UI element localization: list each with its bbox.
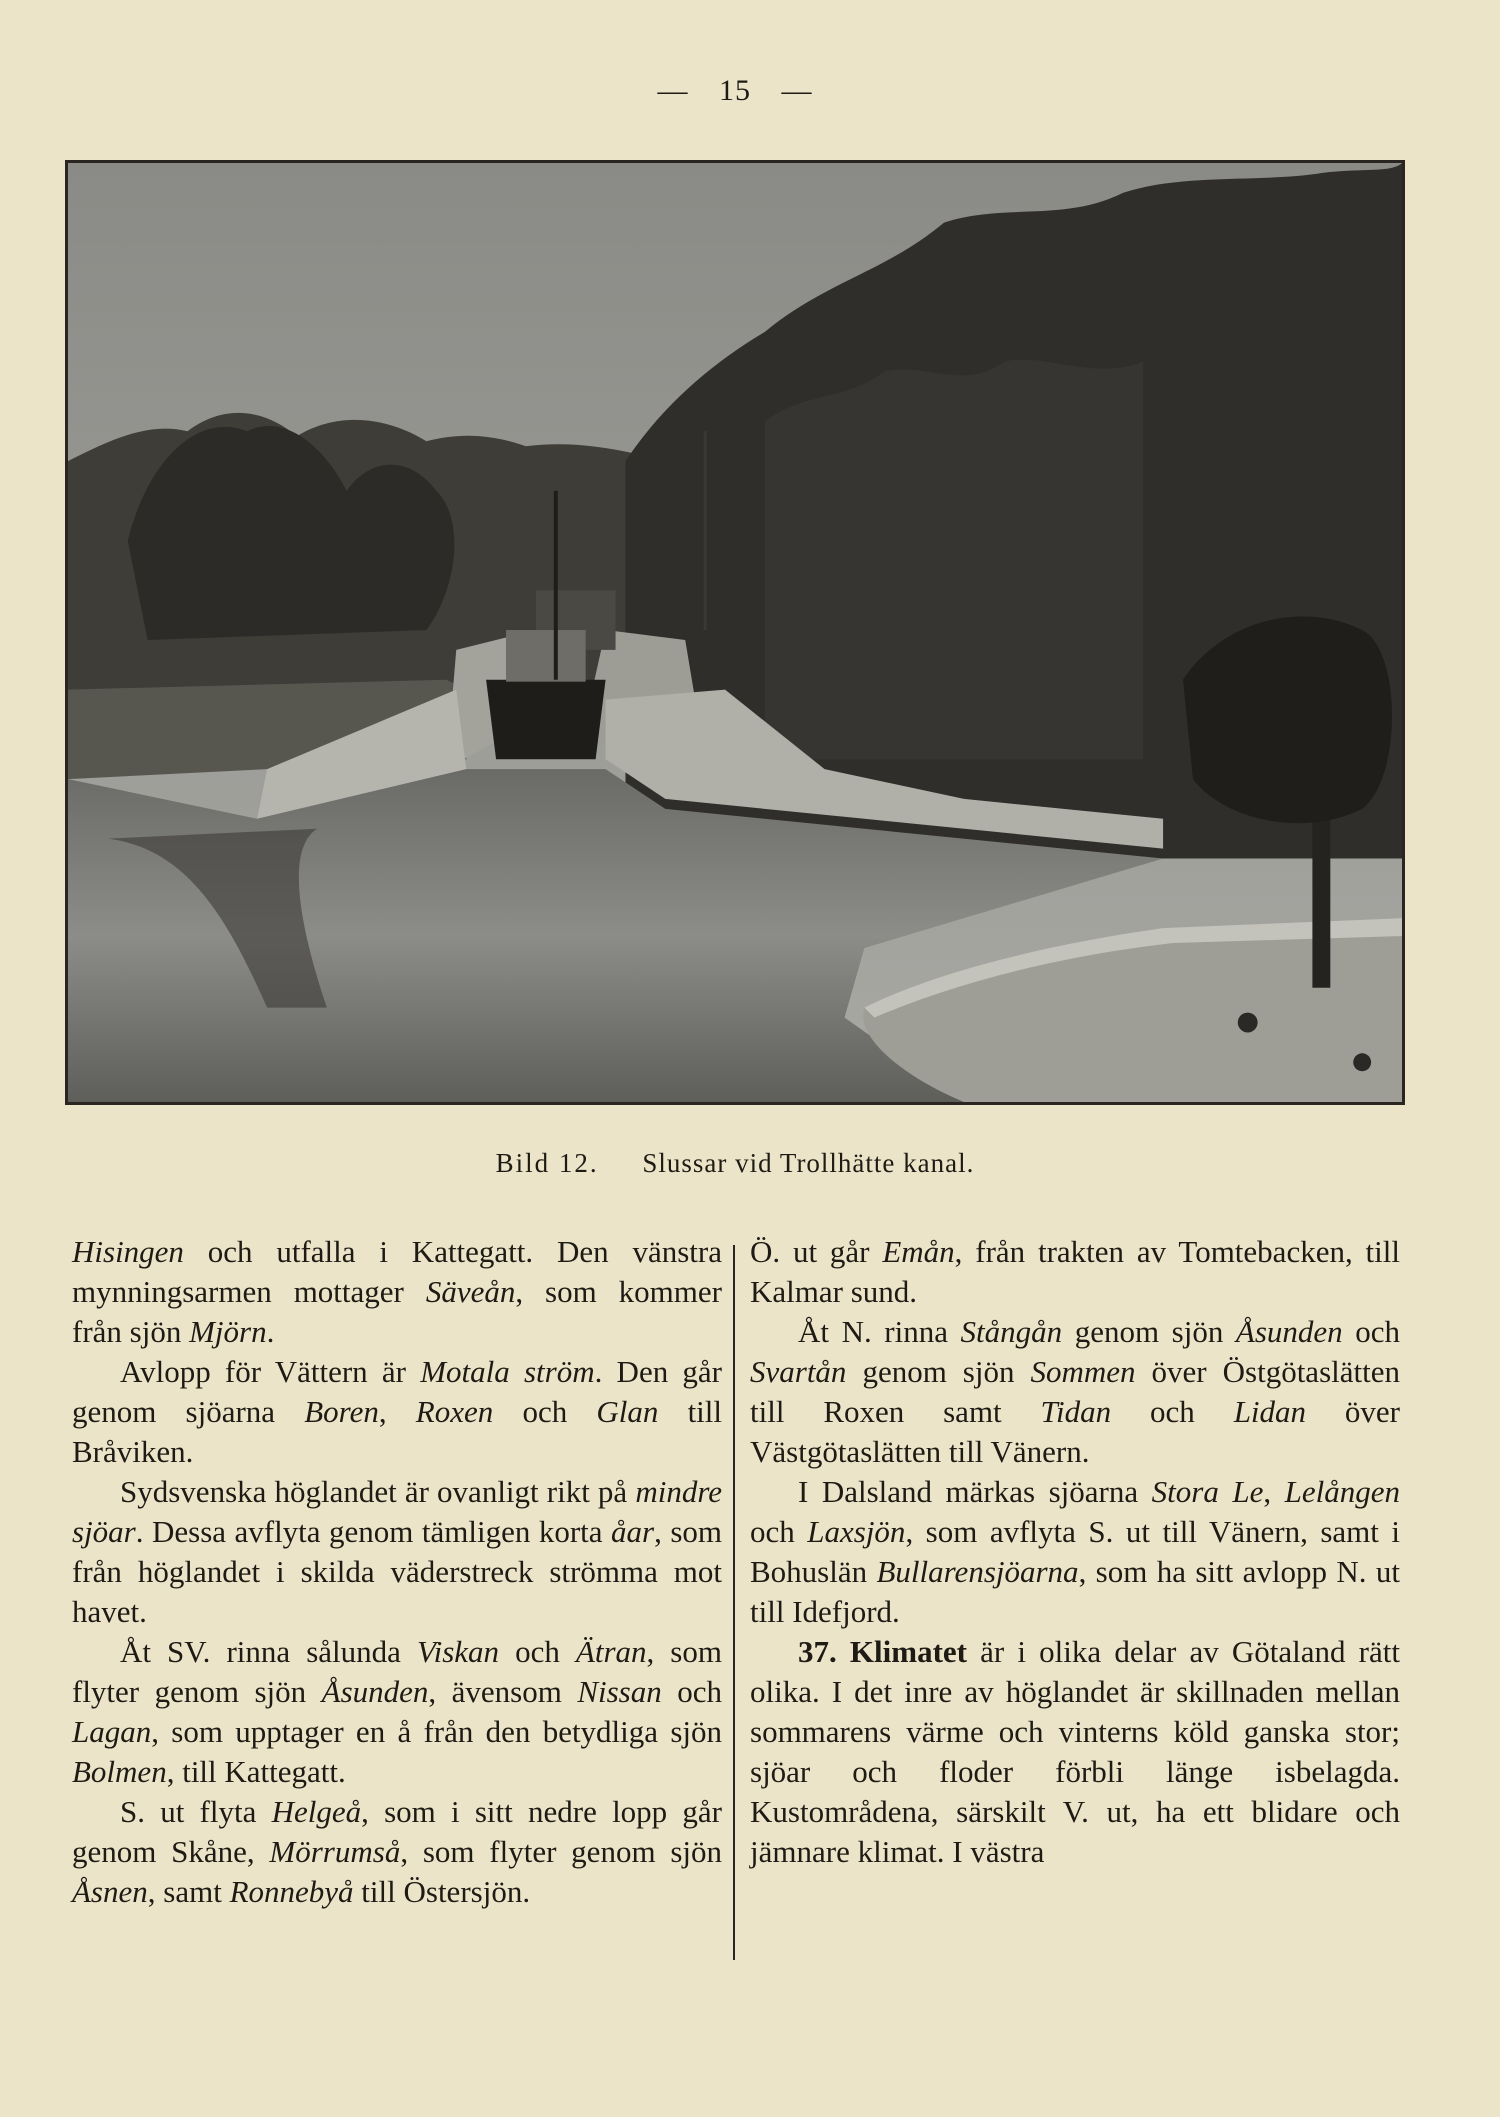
dash-left: — — [657, 74, 689, 107]
place-name: Säveån — [425, 1274, 516, 1309]
text-run: till Bråviken. — [72, 1394, 723, 1469]
place-name: Bullarensjöarna — [876, 1554, 1079, 1589]
text-run: Åt SV. rinna sålunda — [120, 1634, 417, 1669]
place-name: Stångån — [960, 1314, 1063, 1349]
text-run: till Östersjön. — [353, 1874, 531, 1909]
text-run: Sydsvenska höglandet är ovanligt rikt på — [120, 1474, 636, 1509]
emphasis: mindre sjöar — [72, 1474, 722, 1549]
text-run: är i olika delar av Götaland rätt olika. I det inre av höglandet är skillnaden mellan sommarens värme och vinterns köld ganska stor; sjöar och floder förbli länge isbelagda. Kustområdena, särskilt V. ut, ha ett blidare och jämnare klimat. I västra — [750, 1634, 1400, 1869]
page-number-value: 15 — [719, 74, 751, 107]
text-run: , samt — [147, 1874, 230, 1909]
section-heading: Klimatet — [836, 1634, 967, 1669]
paragraph — [750, 1472, 1400, 1632]
text-run: I Dalsland märkas sjöarna — [798, 1474, 1152, 1509]
emphasis: åar — [611, 1514, 655, 1549]
paragraph — [72, 1792, 722, 1912]
place-name: Svartån — [750, 1354, 847, 1389]
place-name: Boren — [304, 1394, 379, 1429]
place-name: Åsnen — [72, 1874, 148, 1909]
place-name: Hisingen — [72, 1234, 184, 1269]
left-column — [72, 1232, 722, 1912]
paragraph — [72, 1632, 722, 1792]
figure-caption — [0, 1148, 1470, 1179]
text-run: , som i sitt nedre lopp går genom Skåne, — [72, 1794, 722, 1869]
text-run: , till Kattegatt. — [166, 1754, 346, 1789]
text-run: och — [1342, 1314, 1400, 1349]
figure-caption-label: Bild 12. — [495, 1148, 599, 1178]
photograph-locks-canal — [65, 160, 1405, 1105]
place-name: Sommen — [1030, 1354, 1136, 1389]
place-name: Åsunden — [1235, 1314, 1343, 1349]
photograph-illustration — [68, 163, 1402, 1102]
text-run: genom sjön — [846, 1354, 1031, 1389]
text-run: genom sjön — [1062, 1314, 1236, 1349]
text-run: och — [493, 1394, 597, 1429]
text-run: , — [1263, 1474, 1285, 1509]
text-run: , som kommer från sjön — [72, 1274, 722, 1349]
paragraph — [750, 1632, 1400, 1872]
text-run: , ävensom — [428, 1674, 578, 1709]
text-run: , som flyter genom sjön — [400, 1834, 722, 1869]
dash-right: — — [781, 74, 813, 107]
right-column — [750, 1232, 1400, 1872]
place-name: Nissan — [577, 1674, 662, 1709]
text-run: , som flyter genom sjön — [72, 1634, 722, 1709]
text-run: , som avflyta S. ut till Vänern, samt i Bohuslän — [750, 1514, 1400, 1589]
place-name: Mörrumså — [269, 1834, 401, 1869]
place-name: Emån — [882, 1234, 955, 1269]
place-name: Mjörn — [189, 1314, 267, 1349]
text-run: , från trakten av Tomtebacken, till Kalmar sund. — [750, 1234, 1400, 1309]
place-name: Stora Le — [1151, 1474, 1264, 1509]
text-run: , som från höglandet i skilda väderstreck strömma mot havet. — [72, 1514, 722, 1629]
place-name: Bolmen — [72, 1754, 167, 1789]
figure-caption-text: Slussar vid Trollhätte kanal. — [642, 1148, 975, 1178]
text-run: och — [750, 1514, 808, 1549]
place-name: Ronnebyå — [229, 1874, 354, 1909]
paragraph — [72, 1472, 722, 1632]
place-name: Lidan — [1233, 1394, 1307, 1429]
place-name: Glan — [596, 1394, 659, 1429]
text-run: och — [661, 1674, 722, 1709]
place-name: Laxsjön — [807, 1514, 906, 1549]
paragraph — [750, 1312, 1400, 1472]
text-run: Ö. ut går — [750, 1234, 883, 1269]
place-name: Lelången — [1284, 1474, 1400, 1509]
column-divider — [733, 1245, 735, 1960]
text-run: över Västgötaslätten till Vänern. — [750, 1394, 1400, 1469]
text-run: S. ut flyta — [120, 1794, 272, 1829]
paragraph — [72, 1352, 722, 1472]
text-run: , som upptager en å från den betydliga sjön — [151, 1714, 722, 1749]
place-name: Åsunden — [321, 1674, 429, 1709]
text-run: över Östgötaslätten till Roxen samt — [750, 1354, 1400, 1429]
text-run: , — [378, 1394, 416, 1429]
paragraph — [72, 1232, 722, 1352]
text-run: Avlopp för Vättern är — [120, 1354, 421, 1389]
place-name: Roxen — [415, 1394, 494, 1429]
page-number — [0, 74, 1470, 108]
text-run: . — [266, 1314, 275, 1349]
text-run: och — [499, 1634, 576, 1669]
place-name: Viskan — [416, 1634, 500, 1669]
text-run: . Dessa avflyta genom tämligen korta — [135, 1514, 612, 1549]
text-run: . Den går genom sjöarna — [72, 1354, 723, 1429]
text-run: och utfalla i Kattegatt. Den vänstra mynningsarmen mottager — [72, 1234, 722, 1309]
text-run: , som ha sitt avlopp N. ut till Idefjord. — [750, 1554, 1400, 1629]
place-name: Ätran — [575, 1634, 647, 1669]
place-name: Helgeå — [271, 1794, 362, 1829]
place-name: Lagan — [72, 1714, 152, 1749]
section-number: 37. — [798, 1634, 837, 1669]
paragraph — [750, 1232, 1400, 1312]
text-run: och — [1111, 1394, 1234, 1429]
place-name: Motala ström — [420, 1354, 595, 1389]
text-run: Åt N. rinna — [798, 1314, 961, 1349]
place-name: Tidan — [1040, 1394, 1112, 1429]
